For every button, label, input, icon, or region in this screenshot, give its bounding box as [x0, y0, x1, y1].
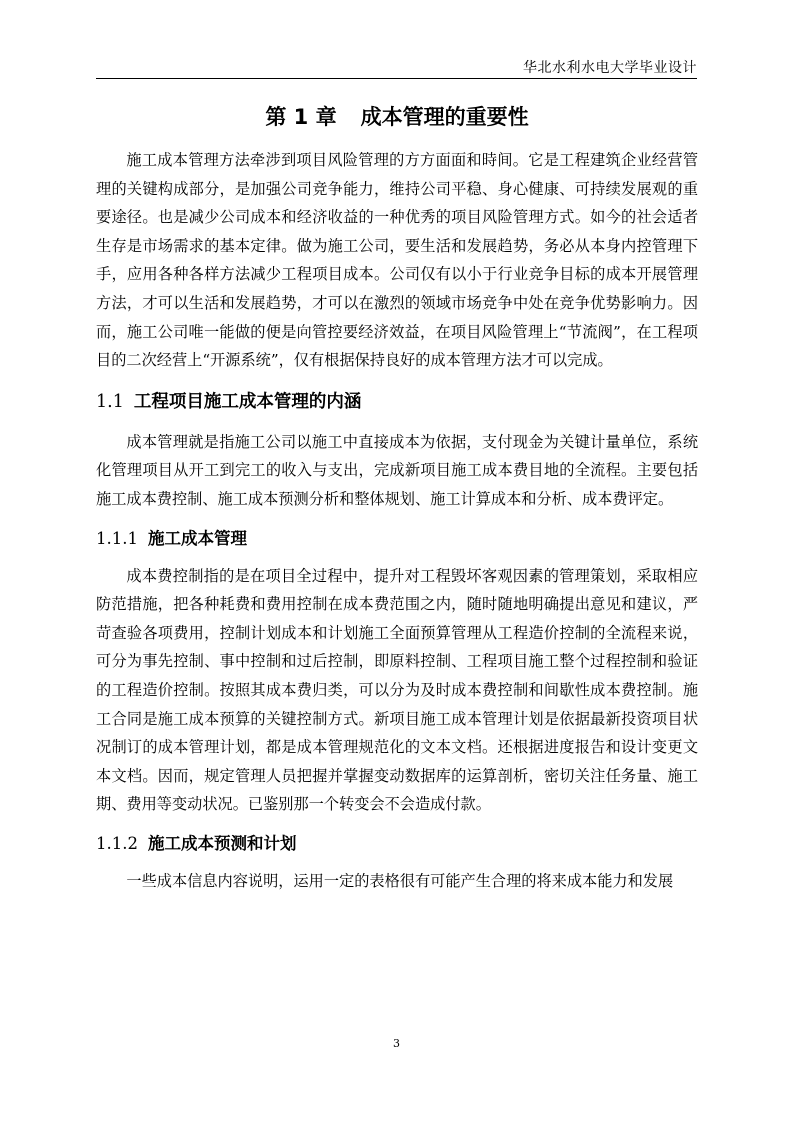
- chapter-title-text: 成本管理的重要性: [360, 105, 529, 129]
- section-heading-1-1-1: [96, 526, 698, 552]
- page-content: [96, 96, 698, 895]
- section-number: 1.1: [96, 391, 124, 412]
- section-heading-1-1: [96, 389, 698, 415]
- chapter-title: [96, 102, 698, 132]
- section-1-1-1-paragraph: 成本费控制指的是在项目全过程中，提升对工程毁坏客观因素的管理策划，采取相应防范措施，把各种耗费和费用控制在成本费范围之内，随时随地明确提出意见和建议，严苛查验各项费用，控制计划成本和计划施工全面预算管理从工程造价控制的全流程来说，可分为事先控制、事中控制和过后控制，即原料控制、工程项目施工整个过程控制和验证的工程造价控制。按照其成本费归类，可以分为及时成本费控制和间歇性成本费控制。施工合同是施工成本预算的关键控制方式。新项目施工成本管理计划是依据最新投资项目状况制订的成本管理计划，都是成本管理规范化的文本文档。还根据进度报告和设计变更文本文档。因而，规定管理人员把握并掌握变动数据库的运算剖析，密切关注任务量、施工期、费用等变动状况。已鉴别那一个转变会不会造成付款。: [96, 566, 698, 814]
- section-1-1-paragraph: 成本管理就是指施工公司以施工中直接成本为依据，支付现金为关键计量单位，系统化管理项目从开工到完工的收入与支出，完成新项目施工成本费目地的全流程。主要包括施工成本费控制、施工成本预测分析和整体规划、施工计算成本和分析、成本费评定。: [96, 432, 698, 508]
- section-number: 1.1.1: [96, 528, 138, 548]
- section-number: 1.1.2: [96, 833, 138, 853]
- intro-paragraph: 施工成本管理方法牵涉到项目风险管理的方方面面和時间。它是工程建筑企业经营管理的关键构成部分，是加强公司竞争能力，维持公司平稳、身心健康、可持续发展观的重要途径。也是减少公司成本和经济收益的一种优秀的项目风险管理方式。如今的社会适者生存是市场需求的基本定律。做为施工公司，要生活和发展趋势，务必从本身内控管理下手，应用各种各样方法减少工程项目成本。公司仅有以小于行业竞争目标的成本开展管理方法，才可以生活和发展趋势，才可以在激烈的领域市场竞争中处在竞争优势影响力。因而，施工公司唯一能做的便是向管控要经济效益，在项目风险管理上“节流阀”，在工程项目的二次经营上“开源系统”，仅有根据保持良好的成本管理方法才可以完成。: [96, 151, 698, 370]
- section-heading-1-1-2: [96, 831, 698, 857]
- section-title: 施工成本管理: [147, 528, 247, 548]
- section-title: 施工成本预测和计划: [147, 833, 297, 853]
- page-number: 3: [393, 1037, 400, 1050]
- header-text: 华北水利水电大学毕业设计: [523, 60, 697, 76]
- page-header: [96, 56, 697, 79]
- section-title: 工程项目施工成本管理的内涵: [133, 391, 362, 412]
- section-1-1-2-paragraph: 一些成本信息内容说明，运用一定的表格很有可能产生合理的将来成本能力和发展: [126, 871, 674, 890]
- page-footer: [0, 1037, 793, 1050]
- chapter-number: 第 1 章: [265, 105, 337, 129]
